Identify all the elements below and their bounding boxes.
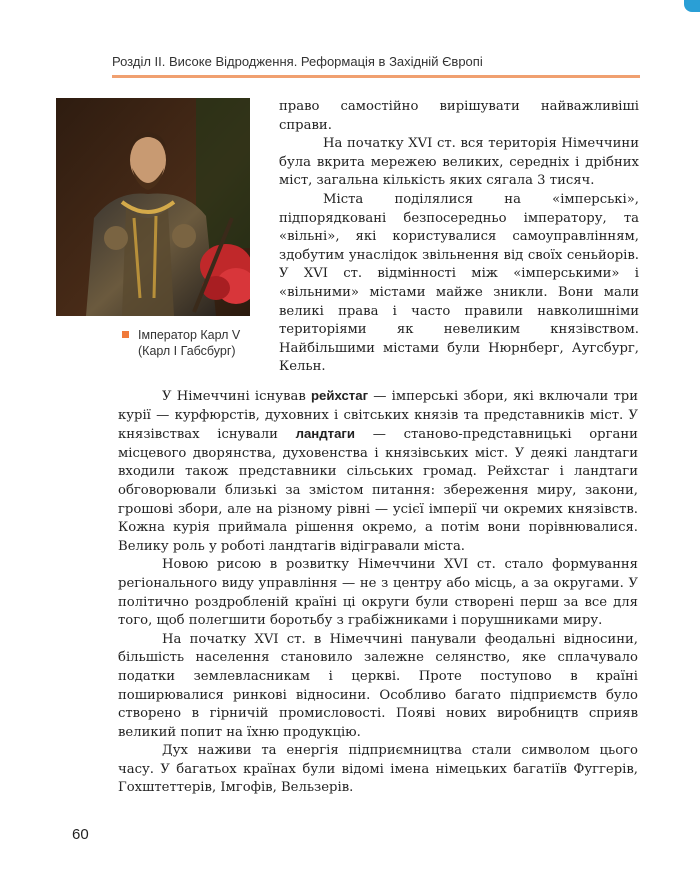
paragraph-4 [118,387,638,556]
caption-line-1: Імператор Карл V [138,328,241,342]
portrait-illustration [56,98,250,316]
main-text [118,387,638,798]
term-reichstag: рейхстаг [310,388,369,403]
paragraph-5: Новою рисою в розвитку Німеччини XVI ст. стало формування регіонального виду управління — не з центру або місць, а за округами. У політично роздробленій країні ці округи були створені перш за все для того, щоб полегшити боротьбу з грабіжниками і порушниками миру. [118,557,638,629]
header-divider [112,75,640,78]
p4-end: — станово-представницькі органи місцевого дворянства, духовенства і князівських міст. У деякі ландтаги входили також представники сільських громад. Рейхстаг і ландтаги обговорювали близькі за змістом питання: збереження миру, закони, грошові збори, але на різному рівні — усієї імперії чи окремих князівств. Кожна курія приймала рішення окремо, а потім вони порівнювалися. Велику роль у роботі ландтагів відігравали міста. [118,427,638,554]
term-landtage: ландтаги [295,426,356,442]
page-number: 60 [72,826,89,843]
portrait-painting [56,98,250,316]
figure-caption [138,327,278,359]
p4-mid: — імперські збори, які включали три курії — курфюрстів, духовних і світських князів та представників міст. У князівствах існували [118,389,639,443]
caption-bullet [122,331,129,338]
paragraph-6: На початку XVI ст. в Німеччині панували феодальні відносини, більшість населення становило залежне селянство, яке сплачувало податки землевласникам і церкві. Проте поступово в країні поширювалися ринкові відносини. Особливо багато підприємств було створено в гірничій промисловості. Появі нових виробництв сприяв великий попит на їхню продукцію. [118,631,638,740]
p4-start: У Німеччині існував [162,389,311,404]
page-header: Розділ ІІ. Високе Відродження. Реформація в Західній Європі [112,54,483,69]
paragraph-7: Дух наживи та енергія підприємництва стали символом цього часу. У багатьох країнах були відомі імена німецьких багатіїв Фуггерів, Гохштеттерів, Імгофів, Вельзерів. [118,743,638,796]
corner-badge [684,0,700,12]
paragraph-3: Міста поділялися на «імперські», підпорядковані безпосередньо імператору, та «вільні», які користувалися самоуправлінням, здобутим унаслідок звільнення від своїх сеньйорів. У XVI ст. відмінності між «імперськими» і «вільними» містами майже зникли. Вони мали великі права і часто правили навколишніми територіями як невеликим князівством. Найбільшими містами були Нюрнберг, Аугсбург, Кельн. [279,191,639,375]
caption-line-2: (Карл І Габсбург) [138,344,236,358]
paragraph-2: На початку XVI ст. вся територія Німеччини була вкрита мережею великих, середніх і дрібних міст, загальна кількість яких сягала 3 тисяч. [279,136,639,189]
right-column [279,98,639,377]
paragraph-1: право самостійно вирішувати найважливіші справи. [279,99,639,133]
